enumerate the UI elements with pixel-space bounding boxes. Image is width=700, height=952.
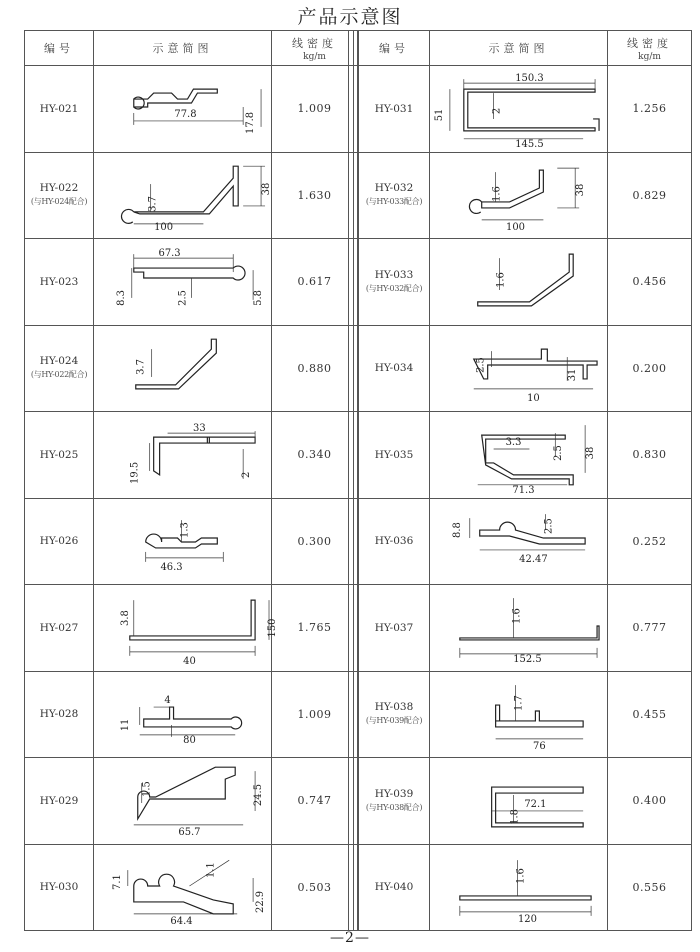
product-code: HY-035: [374, 448, 414, 461]
density-value: 0.252: [608, 498, 692, 585]
header-diagram: 示意简图: [94, 31, 272, 66]
diagram-cell: [94, 325, 272, 412]
dimension-label: 17.8: [245, 112, 257, 135]
dimension-label: 38: [261, 182, 273, 196]
dimension-label: 40: [183, 656, 196, 668]
dimension-label: 100: [506, 221, 526, 233]
density-value: 0.830: [608, 412, 692, 499]
table-row: [25, 758, 358, 845]
dimension-label: 71.3: [512, 485, 535, 497]
profile-drawing: [430, 673, 607, 756]
dimension-label: 1.6: [495, 272, 507, 289]
product-code: HY-036: [374, 535, 414, 548]
profile-drawing: [430, 154, 607, 237]
profile-outline: [478, 254, 573, 306]
dimension-label: 1.6: [511, 608, 523, 625]
diagram-cell: [430, 412, 608, 499]
table-row: [25, 66, 358, 153]
dimension-label: 152.5: [513, 654, 542, 666]
diagram-cell: [94, 758, 272, 845]
table-header-row: [359, 31, 692, 66]
mating-note: (与HY-039配合): [365, 716, 423, 726]
diagram-cell: [430, 844, 608, 931]
dimension-label: 150: [266, 618, 278, 638]
dimension-label: 120: [517, 913, 537, 925]
dimension-label: 5.8: [253, 290, 265, 307]
dimension-label: 46.3: [160, 561, 183, 573]
product-code-cell: [359, 325, 430, 412]
profile-outline: [134, 89, 218, 109]
dimension-label: 64.4: [170, 915, 193, 927]
diagram-cell: [430, 758, 608, 845]
density-value: 0.456: [608, 239, 692, 326]
table-row: [359, 758, 692, 845]
profile-drawing: [430, 500, 607, 583]
mating-note: (与HY-024配合): [30, 197, 88, 207]
header-code: 编号: [25, 31, 94, 66]
product-code-cell: [359, 412, 430, 499]
dimension-label: 33: [193, 423, 206, 435]
header-density: 线密度 kg/m: [272, 31, 358, 66]
profile-outline: [469, 170, 543, 213]
product-code-cell: [25, 844, 94, 931]
profile-drawing: [94, 500, 271, 583]
table-row: [359, 66, 692, 153]
product-code-cell: [359, 758, 430, 845]
page-number: —2—: [330, 930, 370, 946]
product-code: HY-040: [374, 881, 414, 894]
density-value: 1.009: [272, 66, 358, 153]
table-row: [25, 585, 358, 672]
dimension-label: 2.5: [475, 356, 487, 373]
table-row: [25, 498, 358, 585]
profile-drawing: [94, 759, 271, 842]
profile-drawing: [430, 586, 607, 669]
dimension-label: 3.7: [135, 358, 147, 375]
dimension-label: 51: [433, 108, 445, 122]
dimension-label: 1.1: [205, 861, 217, 878]
header-code: 编号: [359, 31, 430, 66]
mating-note: (与HY-033配合): [365, 197, 423, 207]
profile-outline: [121, 166, 238, 223]
profile-outline: [464, 89, 599, 131]
product-code-cell: [359, 152, 430, 239]
mating-note: (与HY-032配合): [365, 283, 423, 293]
product-code-cell: [25, 325, 94, 412]
table-row: [25, 239, 358, 326]
dimension-label: 65.7: [178, 827, 201, 839]
header-diagram: 示意简图: [430, 31, 608, 66]
table-row: [359, 412, 692, 499]
density-value: 0.503: [272, 844, 358, 931]
dimension-label: 42.47: [519, 553, 548, 565]
product-code-cell: [25, 152, 94, 239]
mating-note: (与HY-038配合): [365, 802, 423, 812]
dimension-label: 76: [533, 740, 546, 752]
density-value: 1.630: [272, 152, 358, 239]
dimension-label: 1.3: [179, 521, 191, 538]
density-value: 1.009: [272, 671, 358, 758]
product-code: HY-028: [39, 708, 79, 721]
table-row: [359, 844, 692, 931]
profile-outline: [134, 266, 245, 280]
profile-drawing: [430, 67, 607, 150]
profile-drawing: [94, 846, 271, 929]
table-row: [25, 412, 358, 499]
product-code: HY-022: [39, 182, 79, 195]
profile-outline: [130, 600, 255, 640]
table-row: [359, 585, 692, 672]
diagram-cell: [94, 844, 272, 931]
dimension-label: 10: [527, 392, 540, 404]
diagram-cell: [94, 498, 272, 585]
diagram-cell: [430, 152, 608, 239]
profile-drawing: [94, 413, 271, 496]
dimension-label: 77.8: [174, 109, 197, 121]
table-row: [359, 498, 692, 585]
product-code-cell: [359, 844, 430, 931]
product-code: HY-032: [374, 182, 414, 195]
dimension-label: 11: [119, 718, 131, 732]
product-code: HY-030: [39, 881, 79, 894]
table-row: [359, 152, 692, 239]
dimension-label: 19.5: [129, 462, 141, 485]
dimension-label: 7.1: [111, 873, 123, 890]
product-code-cell: [359, 498, 430, 585]
dimension-label: 38: [585, 446, 597, 460]
dimension-label: 3.8: [119, 610, 131, 627]
profile-outline: [136, 339, 217, 389]
table-row: [359, 325, 692, 412]
profile-drawing: [430, 240, 607, 323]
diagram-cell: [94, 671, 272, 758]
product-code: HY-024: [39, 355, 79, 368]
density-value: 0.340: [272, 412, 358, 499]
dimension-label: 1.6: [515, 867, 527, 884]
profile-drawing: [94, 327, 271, 410]
product-code: HY-034: [374, 362, 414, 375]
dimension-label: 31: [567, 368, 579, 382]
product-code: HY-026: [39, 535, 79, 548]
diagram-cell: [94, 152, 272, 239]
product-code-cell: [25, 585, 94, 672]
diagram-cell: [430, 239, 608, 326]
dimension-label: 2: [491, 108, 503, 115]
profile-drawing: [430, 327, 607, 410]
product-code: HY-029: [39, 794, 79, 807]
density-value: 0.400: [608, 758, 692, 845]
dimension-label: 1.7: [513, 694, 525, 711]
profile-drawing: [430, 413, 607, 496]
product-code-cell: [25, 412, 94, 499]
diagram-cell: [94, 585, 278, 672]
profile-drawing: [94, 673, 271, 756]
table-row: [25, 325, 358, 412]
table-row: [359, 671, 692, 758]
product-code-cell: [25, 239, 94, 326]
dimension-label: 145.5: [515, 139, 544, 151]
profile-outline: [144, 707, 242, 729]
diagram-cell: [430, 66, 608, 153]
product-code: HY-027: [39, 621, 79, 634]
dimension-label: 100: [154, 221, 174, 233]
profile-outline: [460, 896, 591, 900]
product-code: HY-038: [374, 701, 414, 714]
product-code-cell: [25, 66, 94, 153]
dimension-label: 2.5: [553, 445, 565, 462]
profile-drawing: [430, 846, 607, 929]
profile-drawing: [94, 154, 271, 237]
profile-drawing: [94, 67, 271, 150]
product-code-cell: [359, 239, 430, 326]
product-code: HY-033: [374, 268, 414, 281]
product-table-left: [24, 30, 358, 931]
product-code-cell: [359, 671, 430, 758]
product-code: HY-025: [39, 448, 79, 461]
dimension-label: 1.6: [491, 185, 503, 202]
table-row: [25, 671, 358, 758]
diagram-cell: [430, 498, 608, 585]
dimension-label: 3.7: [147, 195, 159, 212]
table-row: [25, 844, 358, 931]
product-code: HY-031: [374, 102, 414, 115]
density-value: 0.777: [608, 585, 692, 672]
profile-outline: [460, 626, 599, 640]
dimension-label: 2.5: [543, 517, 555, 534]
product-code-cell: [25, 758, 94, 845]
density-value: 0.880: [272, 325, 358, 412]
density-value: 0.747: [272, 758, 358, 845]
dimension-label: 24.5: [253, 784, 265, 807]
density-value: 1.256: [608, 66, 692, 153]
table-row: [25, 152, 358, 239]
density-unit: kg/m: [638, 51, 661, 62]
dimension-label: 3.3: [505, 437, 522, 449]
density-value: 0.200: [608, 325, 692, 412]
profile-outline: [154, 437, 255, 475]
column-separator: [346, 30, 356, 931]
product-code-cell: [25, 498, 94, 585]
diagram-cell: [94, 239, 272, 326]
dimension-label: 22.9: [255, 890, 267, 913]
diagram-cell: [430, 585, 608, 672]
product-code: HY-037: [374, 621, 414, 634]
density-value: 0.829: [608, 152, 692, 239]
density-unit: kg/m: [303, 51, 326, 62]
product-code: HY-021: [39, 102, 79, 115]
diagram-cell: [94, 66, 272, 153]
header-density: 线密度 kg/m: [608, 31, 692, 66]
profile-outline: [496, 705, 584, 727]
dimension-label: 2.5: [177, 290, 189, 307]
product-code-cell: [359, 585, 430, 672]
profile-outline: [480, 522, 585, 544]
profile-drawing: [94, 586, 278, 669]
dimension-label: 8.3: [115, 290, 127, 307]
product-table-right: [358, 30, 692, 931]
profile-outline: [134, 874, 233, 914]
table-row: [359, 239, 692, 326]
product-code-cell: [359, 66, 430, 153]
density-value: 0.300: [272, 498, 358, 585]
dimension-label: 67.3: [158, 248, 181, 260]
density-value: 0.617: [272, 239, 358, 326]
product-code-cell: [25, 671, 94, 758]
diagram-cell: [430, 671, 608, 758]
density-value: 0.556: [608, 844, 692, 931]
product-code: HY-023: [39, 275, 79, 288]
dimension-label: 2: [241, 471, 253, 479]
dimension-label: 150.3: [515, 73, 544, 85]
table-header-row: [25, 31, 358, 66]
page-title: 产品示意图: [297, 6, 403, 28]
diagram-cell: [430, 325, 608, 412]
profile-drawing: [94, 240, 271, 323]
dimension-label: 80: [183, 734, 196, 746]
dimension-label: 38: [575, 183, 587, 197]
dimension-label: 8.8: [451, 521, 463, 538]
diagram-cell: [94, 412, 272, 499]
mating-note: (与HY-022配合): [30, 370, 88, 380]
product-code: HY-039: [374, 787, 414, 800]
profile-outline: [474, 349, 597, 382]
dimension-label: 1.8: [509, 809, 521, 826]
dimension-label: 72.1: [524, 799, 547, 811]
dimension-label: 4: [164, 694, 171, 706]
dimension-label: 1.5: [141, 781, 153, 798]
density-value: 0.455: [608, 671, 692, 758]
density-value: 1.765: [272, 585, 358, 672]
profile-drawing: [430, 759, 607, 842]
